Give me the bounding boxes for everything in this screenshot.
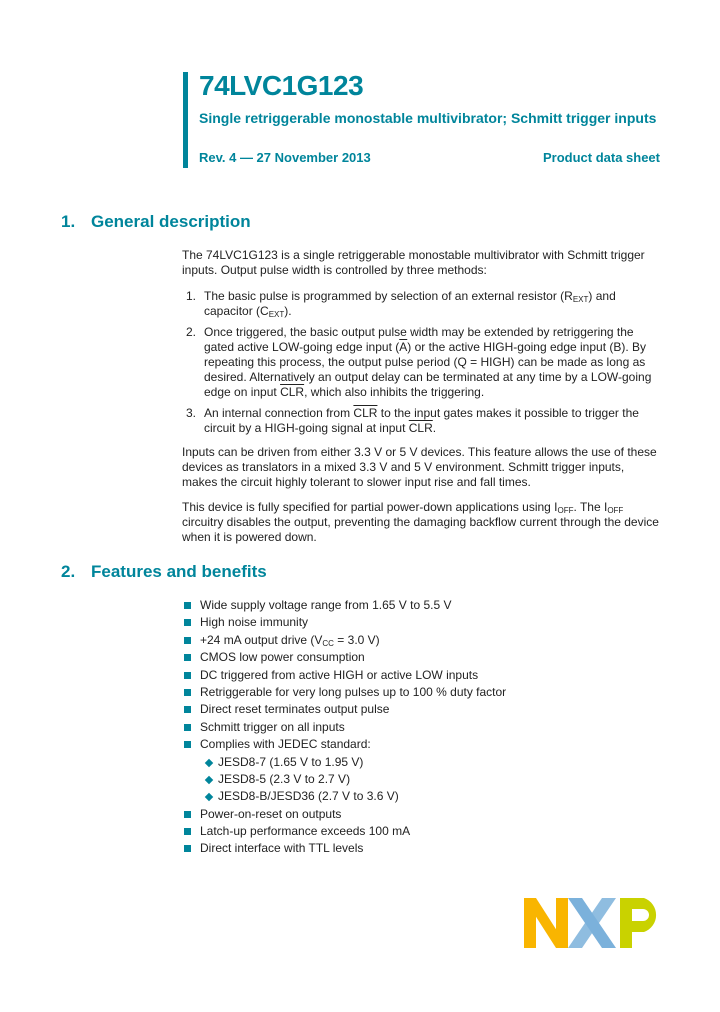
feature-text: Direct interface with TTL levels <box>200 841 364 856</box>
bullet-diamond-icon <box>205 758 213 766</box>
section-heading-general-description <box>61 212 251 232</box>
subscript: CC <box>322 638 334 648</box>
bullet-diamond-icon <box>205 793 213 801</box>
section-number: 1. <box>61 212 76 231</box>
feature-text: JESD8-B/JESD36 (2.7 V to 3.6 V) <box>218 789 399 804</box>
feature-text: DC triggered from active HIGH or active LOW inputs <box>200 667 479 682</box>
bullet-square-icon <box>184 672 191 679</box>
section-heading-features <box>61 562 267 582</box>
method-list <box>186 289 662 442</box>
doc-type: Product data sheet <box>542 150 660 165</box>
feature-text: JESD8-7 (1.65 V to 1.95 V) <box>218 754 364 769</box>
overline-signal: $\overline{A}$ <box>399 340 408 354</box>
intro-paragraph: The 74LVC1G123 is a single retriggerable monostable multivibrator with Schmitt trigger inputs. Output pulse width is controlled by three methods: <box>182 248 645 277</box>
subscript: OFF <box>607 506 624 515</box>
text: This device is fully specified for partial power-down applications using I <box>182 500 558 514</box>
feature-text: Retriggerable for very long pulses up to 100 % duty factor <box>200 684 507 699</box>
text: . <box>432 421 437 435</box>
list-item <box>186 325 662 400</box>
feature-text: Power-on-reset on outputs <box>200 806 342 821</box>
text: ). <box>284 304 292 318</box>
subscript: EXT <box>268 310 285 319</box>
subscript: EXT <box>572 295 589 304</box>
bullet-square-icon <box>184 689 191 696</box>
feature-item <box>184 633 664 650</box>
list-number: 3. <box>186 406 197 420</box>
bullet-square-icon <box>184 654 191 661</box>
bullet-square-icon <box>184 619 191 626</box>
feature-text: Schmitt trigger on all inputs <box>200 719 345 734</box>
feature-item <box>184 702 664 719</box>
list-item <box>186 406 662 436</box>
feature-item <box>184 841 664 858</box>
text: circuitry disables the output, preventing the damaging backflow current through the device when it is powered down. <box>182 515 659 544</box>
feature-item <box>184 824 664 841</box>
feature-text: JESD8-5 (2.3 V to 2.7 V) <box>218 771 351 786</box>
overline-signal: $\overline{CLR}$ <box>408 421 433 435</box>
feature-item <box>184 668 664 685</box>
text: to the input gates makes it possible to trigger the circuit by a HIGH-going signal at input <box>204 406 639 435</box>
bullet-square-icon <box>184 602 191 609</box>
bullet-square-icon <box>184 811 191 818</box>
feature-text: Wide supply voltage range from 1.65 V to 5.5 V <box>200 598 452 612</box>
sub-feature-item <box>184 772 664 789</box>
nxp-logo-icon <box>524 898 662 948</box>
subscript: OFF <box>557 506 574 515</box>
feature-item <box>184 650 664 667</box>
feature-item <box>184 737 664 754</box>
logo-letter-x <box>568 898 616 948</box>
section-number: 2. <box>61 562 76 581</box>
doc-subtitle: Single retriggerable monostable multivibrator; Schmitt trigger inputs <box>199 110 657 126</box>
feature-text: = 3.0 V) <box>333 632 380 647</box>
feature-text: High noise immunity <box>200 615 309 630</box>
section-title: Features and benefits <box>91 562 267 581</box>
text: Once triggered, the basic output pulse width may be extended by retriggering the gated active LOW-going edge input ( <box>204 325 634 354</box>
feature-text: CMOS low power consumption <box>200 650 365 665</box>
accent-bar <box>183 72 188 168</box>
text: . The I <box>573 500 608 514</box>
feature-item <box>184 685 664 702</box>
feature-item <box>184 720 664 737</box>
bullet-diamond-icon <box>205 776 213 784</box>
bullet-square-icon <box>184 706 191 713</box>
feature-item <box>184 615 664 632</box>
text: An internal connection from <box>204 406 354 420</box>
feature-text: Complies with JEDEC standard: <box>200 737 371 752</box>
feature-item <box>184 807 664 824</box>
text: The basic pulse is programmed by selection of an external resistor (R <box>204 289 573 303</box>
logo-letter-p <box>620 898 656 948</box>
text: , which also inhibits the triggering. <box>304 385 485 399</box>
list-item <box>186 289 662 319</box>
bullet-square-icon <box>184 845 191 852</box>
text: ) and capacitor (C <box>204 289 616 318</box>
feature-text: Latch-up performance exceeds 100 mA <box>200 824 411 839</box>
list-number: 2. <box>186 325 197 339</box>
list-number: 1. <box>186 289 197 303</box>
feature-item <box>184 598 664 615</box>
bullet-square-icon <box>184 724 191 731</box>
feature-list <box>184 598 664 859</box>
sub-feature-item <box>184 789 664 806</box>
logo-letter-n <box>524 898 568 948</box>
overline-signal: $\overline{CLR}$ <box>280 385 305 399</box>
overline-signal: $\overline{CLR}$ <box>353 406 378 420</box>
part-number: 74LVC1G123 <box>199 70 364 101</box>
sub-feature-item <box>184 755 664 772</box>
feature-text: +24 mA output drive (V <box>200 632 323 647</box>
translator-paragraph: Inputs can be driven from either 3.3 V or 5 V devices. This feature allows the use of these devices as translators in a mixed 3.3 V and 5 V environment. Schmitt trigger inputs, makes the circuit highly tolerant to slower input rise and fall times. <box>182 445 657 489</box>
feature-text: Direct reset terminates output pulse <box>200 702 390 717</box>
bullet-square-icon <box>184 828 191 835</box>
section-title: General description <box>91 212 251 231</box>
text: ) or the active HIGH-going edge input (B). By repeating this process, the output pulse period (Q = HIGH) can be made as long as desired. Alternatively an output delay can be terminated at any time by a LOW-going edge on input <box>204 340 652 399</box>
bullet-square-icon <box>184 637 191 644</box>
bullet-square-icon <box>184 741 191 748</box>
revision-date: Rev. 4 — 27 November 2013 <box>199 150 371 165</box>
power-down-paragraph <box>182 500 662 545</box>
